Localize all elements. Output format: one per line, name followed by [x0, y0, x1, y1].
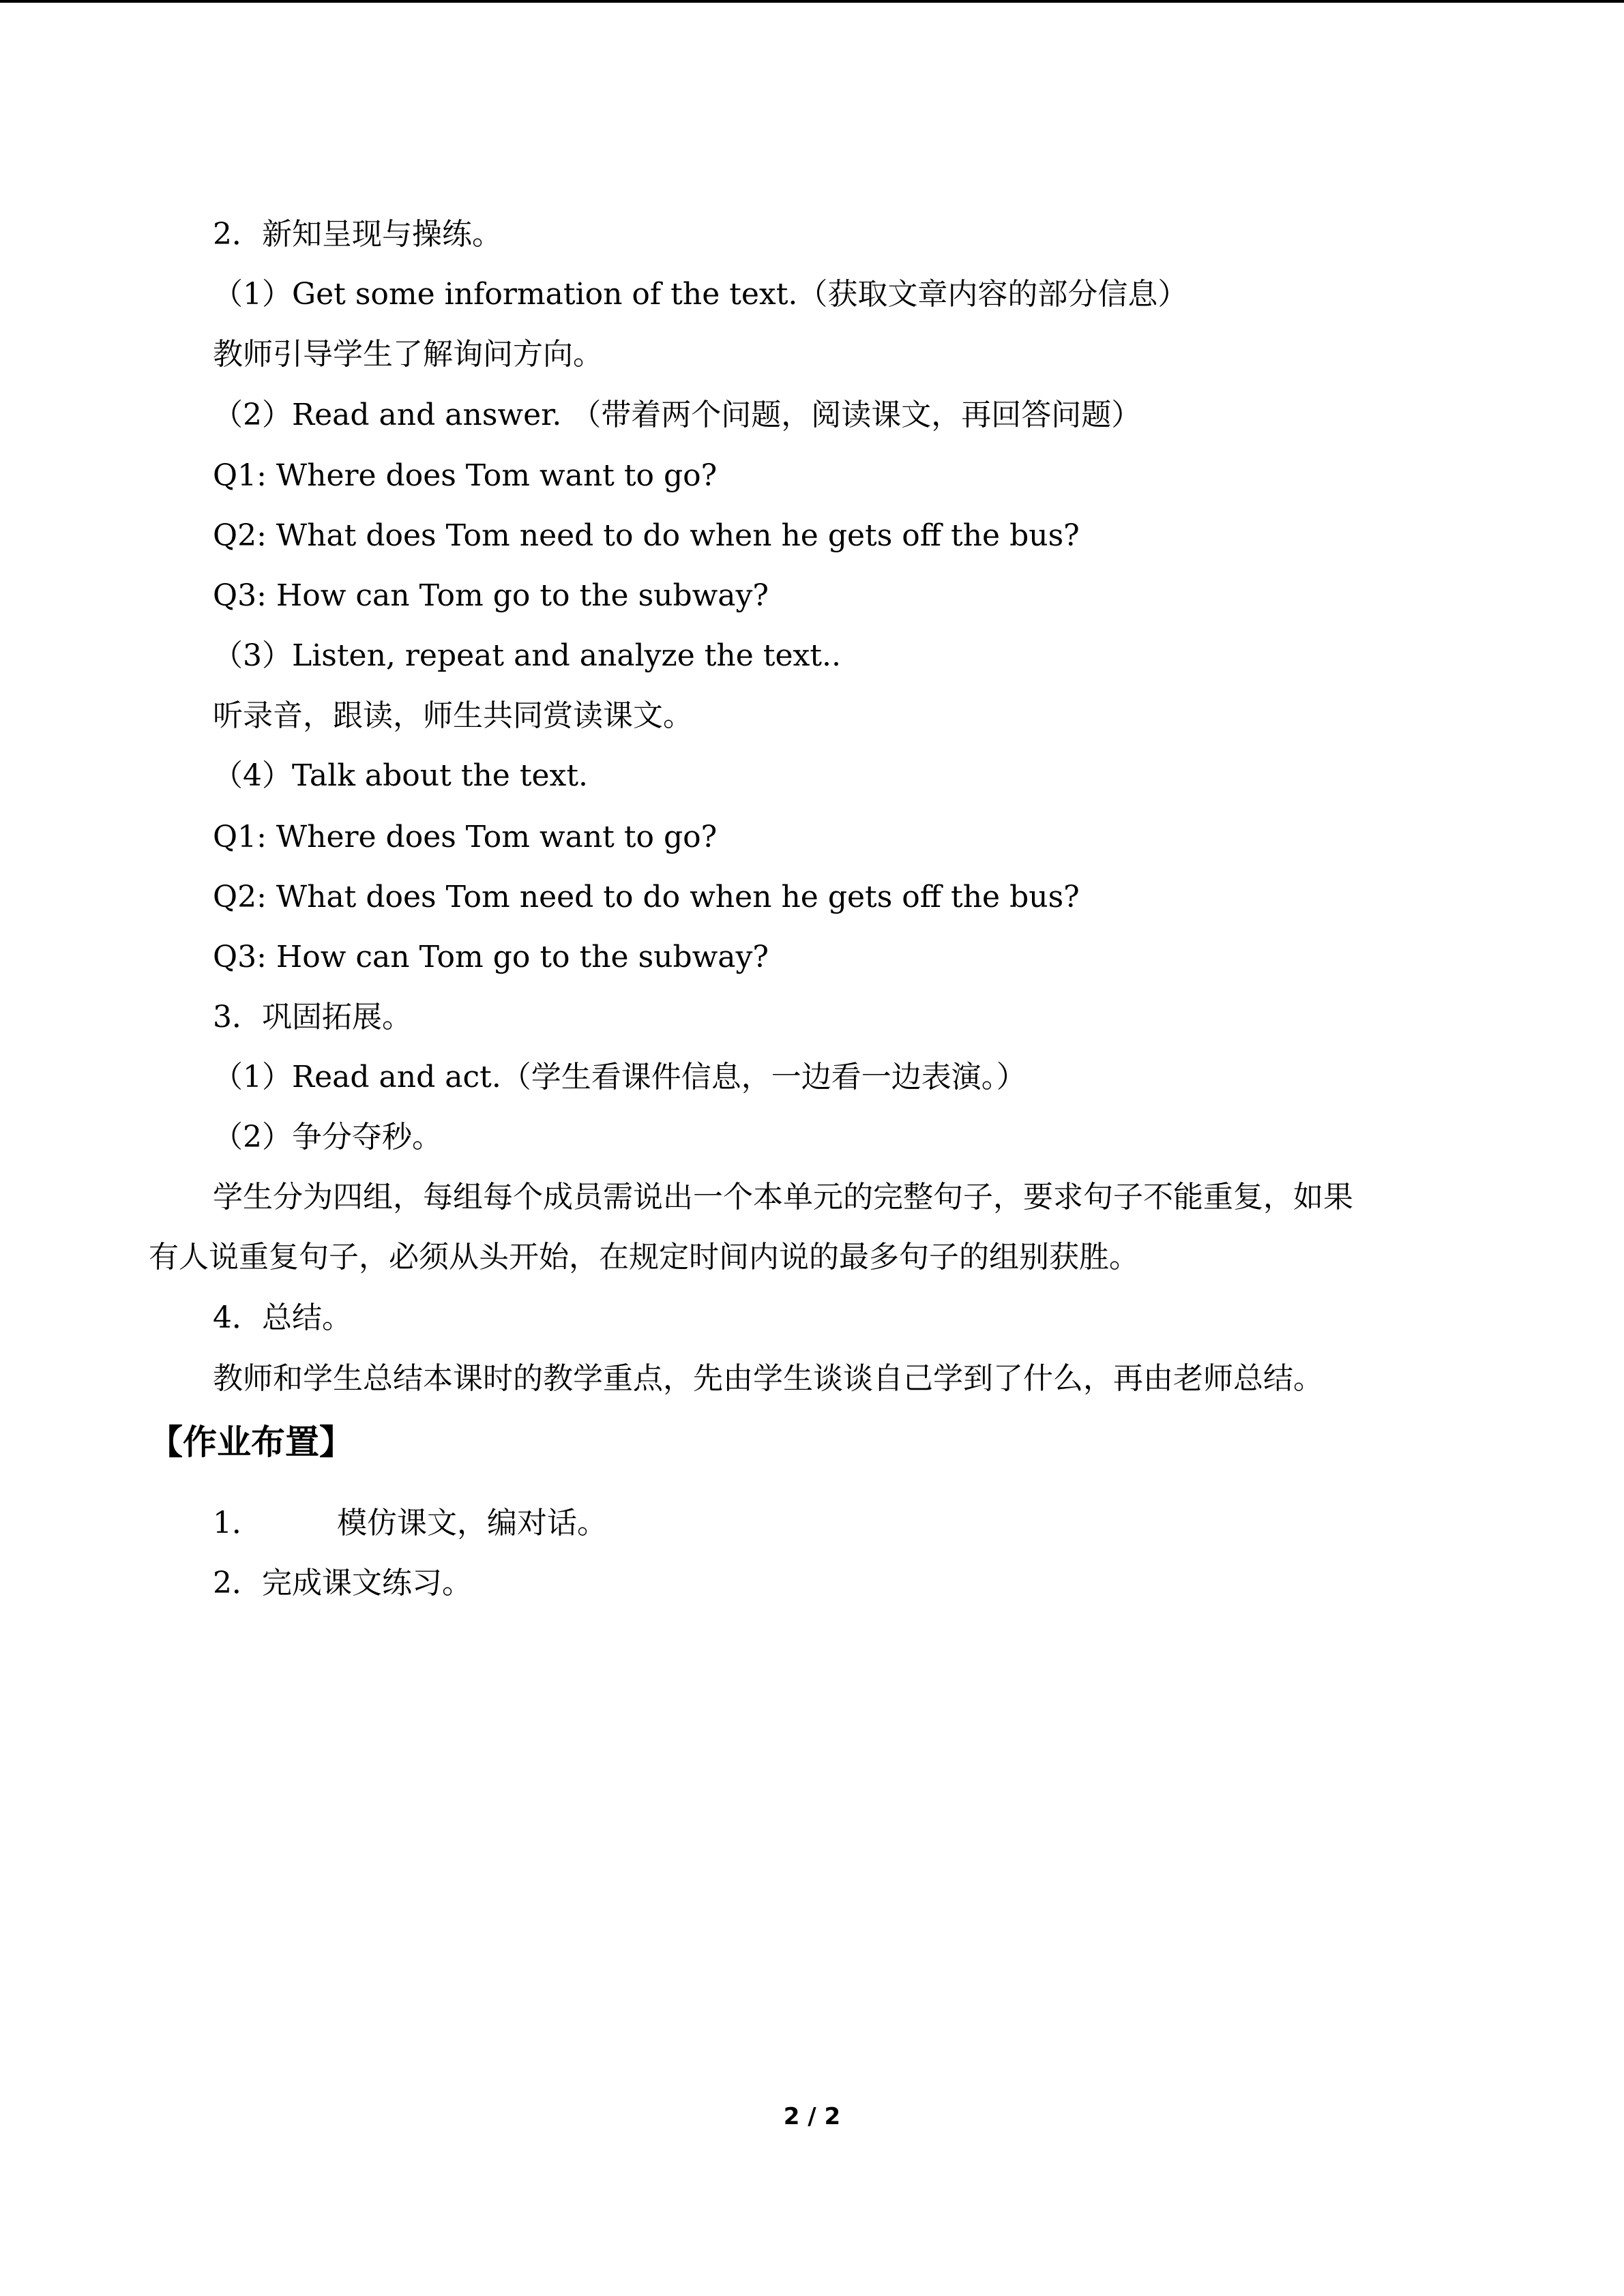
step-2-item-3-note: 听录音，跟读，师生共同赏读课文。 [213, 698, 693, 733]
step-3-item-1: （1）Read and act.（学生看课件信息，一边看一边表演。） [213, 1060, 1027, 1094]
homework-item-2: 2．完成课文练习。 [213, 1566, 472, 1600]
homework-heading: 【作业布置】 [149, 1422, 353, 1462]
step-4-paragraph: 教师和学生总结本课时的教学重点，先由学生谈谈自己学到了什么，再由老师总结。 [213, 1361, 1323, 1396]
step-4-heading: 4．总结。 [213, 1300, 352, 1335]
step-2-item-4: （4）Talk about the text. [213, 758, 589, 793]
homework-item-1 [213, 1503, 607, 1544]
question-3: Q3: How can Tom go to the subway? [213, 578, 769, 613]
question-1: Q1: Where does Tom want to go? [213, 820, 718, 854]
step-3-heading: 3．巩固拓展。 [213, 1000, 412, 1034]
page-number: 2 / 2 [783, 2103, 841, 2130]
step-2-item-1: （1）Get some information of the text.（获取文章内容的部分信息） [213, 277, 1188, 312]
step-3-paragraph-line-1: 学生分为四组，每组每个成员需说出一个本单元的完整句子，要求句子不能重复，如果 [213, 1180, 1353, 1214]
question-2: Q2: What does Tom need to do when he gets off the bus? [213, 518, 1080, 553]
homework-item-1-text: 模仿课文，编对话。 [337, 1506, 607, 1540]
question-1: Q1: Where does Tom want to go? [213, 458, 718, 493]
homework-item-1-number: 1． [213, 1506, 262, 1540]
question-2: Q2: What does Tom need to do when he gets off the bus? [213, 880, 1080, 914]
step-2-heading: 2．新知呈现与操练。 [213, 217, 502, 252]
question-3: Q3: How can Tom go to the subway? [213, 940, 769, 974]
step-3-item-2: （2）争分夺秒。 [213, 1120, 442, 1154]
step-2-item-3: （3）Listen, repeat and analyze the text.. [213, 638, 841, 673]
step-3-paragraph-line-2: 有人说重复句子，必须从头开始，在规定时间内说的最多句子的组别获胜。 [149, 1240, 1139, 1274]
step-2-item-2: （2）Read and answer. （带着两个问题，阅读课文，再回答问题） [213, 398, 1142, 432]
step-2-item-1-note: 教师引导学生了解询问方向。 [213, 337, 603, 372]
